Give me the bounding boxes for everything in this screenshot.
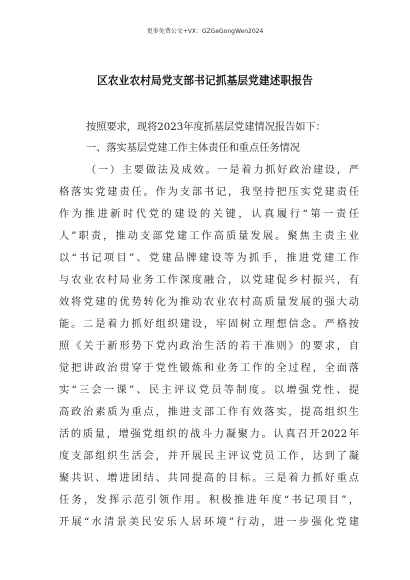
body-line: 以“书记项目”、党建品牌建设等为抓手，推进党建工作 — [59, 253, 359, 264]
section-heading: 一、落实基层党建工作主体责任和重点任务情况 — [86, 143, 300, 154]
body-line: 格落实党建责任。作为支部书记，我坚持把压实党建责任 — [59, 187, 359, 198]
body-line: 作为推进新时代党的建设的关键，认真履行“第一责任 — [59, 209, 359, 220]
body-line: 觉把讲政治贯穿于党性锻炼和业务工作的全过程，全面落 — [59, 363, 359, 374]
body-line: 效将党建的优势转化为推动农业农村高质量发展的强大动 — [59, 297, 359, 308]
body-line: 能。二是着力抓好组织建设，牢固树立理想信念。严格按 — [59, 319, 359, 330]
body-line: 开展“水清景美民安乐人居环境”行动，进一步强化党建 — [59, 517, 359, 528]
body-line: （一）主要做法及成效。一是着力抓好政治建设，严 — [86, 165, 359, 176]
body-line: 与农业农村局业务工作深度融合，以党建促乡村振兴，有 — [59, 275, 359, 286]
body-line: 高政治素质为重点，推进支部工作有效落实，提高组织生 — [59, 407, 359, 418]
body-line: 任务，发挥示范引领作用。积极推进年度“书记项目”， — [59, 495, 359, 506]
body-line: 活的质量，增强党组织的战斗力凝聚力。认真召开2022年 — [59, 429, 359, 440]
body-line: 人”职责，推动支部党建工作高质量发展。聚焦主责主业 — [59, 231, 359, 242]
document-title: 区农业农村局党支部书记抓基层党建述职报告 — [97, 75, 313, 87]
body-line: 聚共识、增进团结、共同提高的目标。三是着力抓好重点 — [59, 473, 359, 484]
body-line: 照《关于新形势下党内政治生活的若干准则》的要求，自 — [59, 341, 359, 352]
intro-paragraph: 按照要求，现将2023年度抓基层党建情况报告如下： — [86, 122, 326, 133]
body-line: 度支部组织生活会，并开展民主评议党员工作，达到了凝 — [59, 451, 359, 462]
header-note: 更多免费公文+VX：GZGeGongWen2024 — [146, 28, 264, 35]
body-line: 实“三会一课”、民主评议党员等制度。以增强党性、提 — [59, 385, 359, 396]
